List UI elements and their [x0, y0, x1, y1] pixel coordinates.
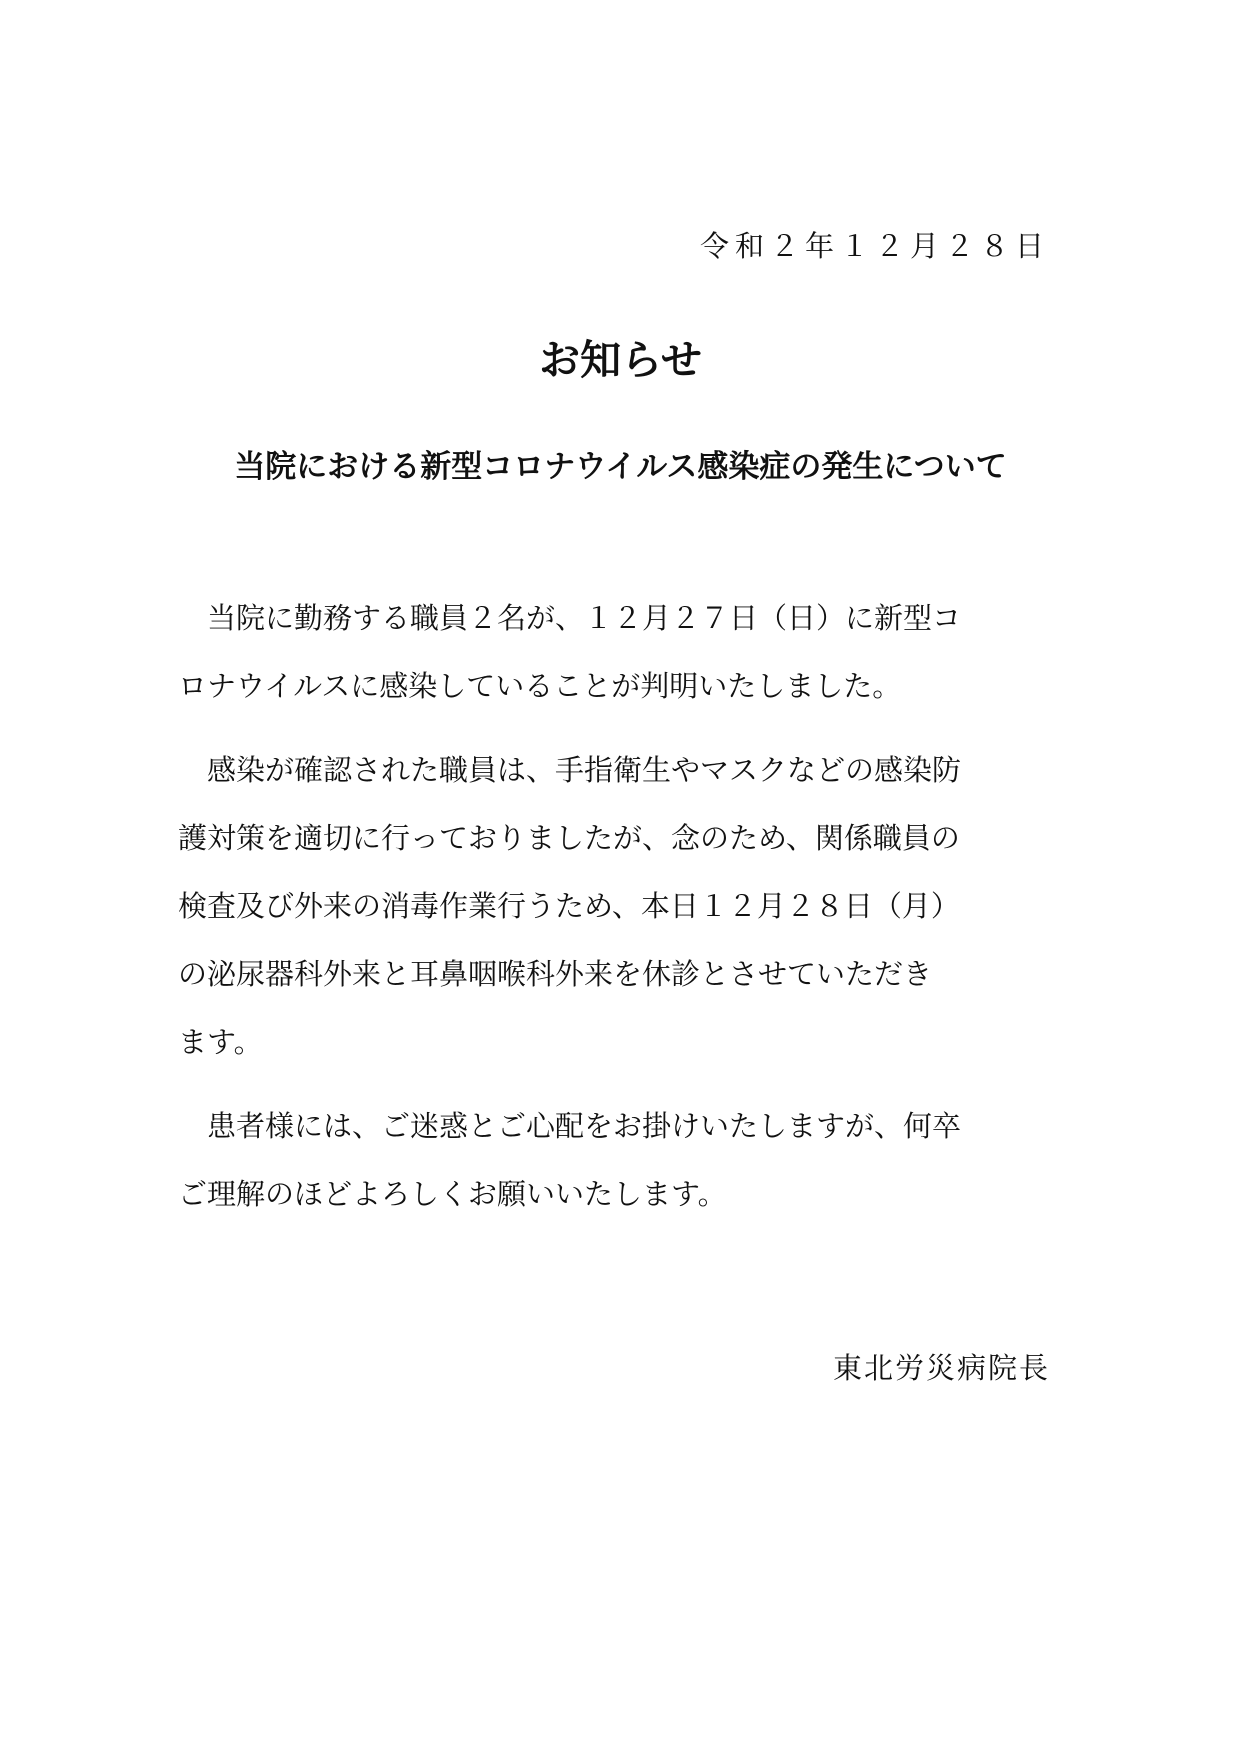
paragraph-1-line-2: ロナウイルスに感染していることが判明いたしました。: [178, 669, 902, 703]
paragraph-1-line-1: 当院に勤務する職員２名が、１２月２７日（日）に新型コ: [178, 601, 962, 635]
paragraph-2-line-1: 感染が確認された職員は、手指衛生やマスクなどの感染防: [178, 753, 962, 787]
signature: 東北労災病院長: [832, 1351, 1050, 1385]
notice-subtitle: 当院における新型コロナウイルス感染症の発生について: [234, 449, 1007, 485]
paragraph-2-line-2: 護対策を適切に行っておりましたが、念のため、関係職員の: [178, 821, 960, 855]
notice-title: お知らせ: [539, 336, 702, 384]
paragraph-3-line-2: ご理解のほどよろしくお願いいたします。: [178, 1177, 727, 1211]
paragraph-2-line-3: 検査及び外来の消毒作業行うため、本日１２月２８日（月）: [178, 889, 960, 923]
notice-date: 令和２年１２月２８日: [699, 229, 1050, 263]
paragraph-2-line-4: の泌尿器科外来と耳鼻咽喉科外来を休診とさせていただき: [178, 957, 933, 991]
paragraph-3-line-1: 患者様には、ご迷惑とご心配をお掛けいたしますが、何卒: [178, 1109, 962, 1143]
paragraph-2-line-5: ます。: [178, 1025, 263, 1059]
